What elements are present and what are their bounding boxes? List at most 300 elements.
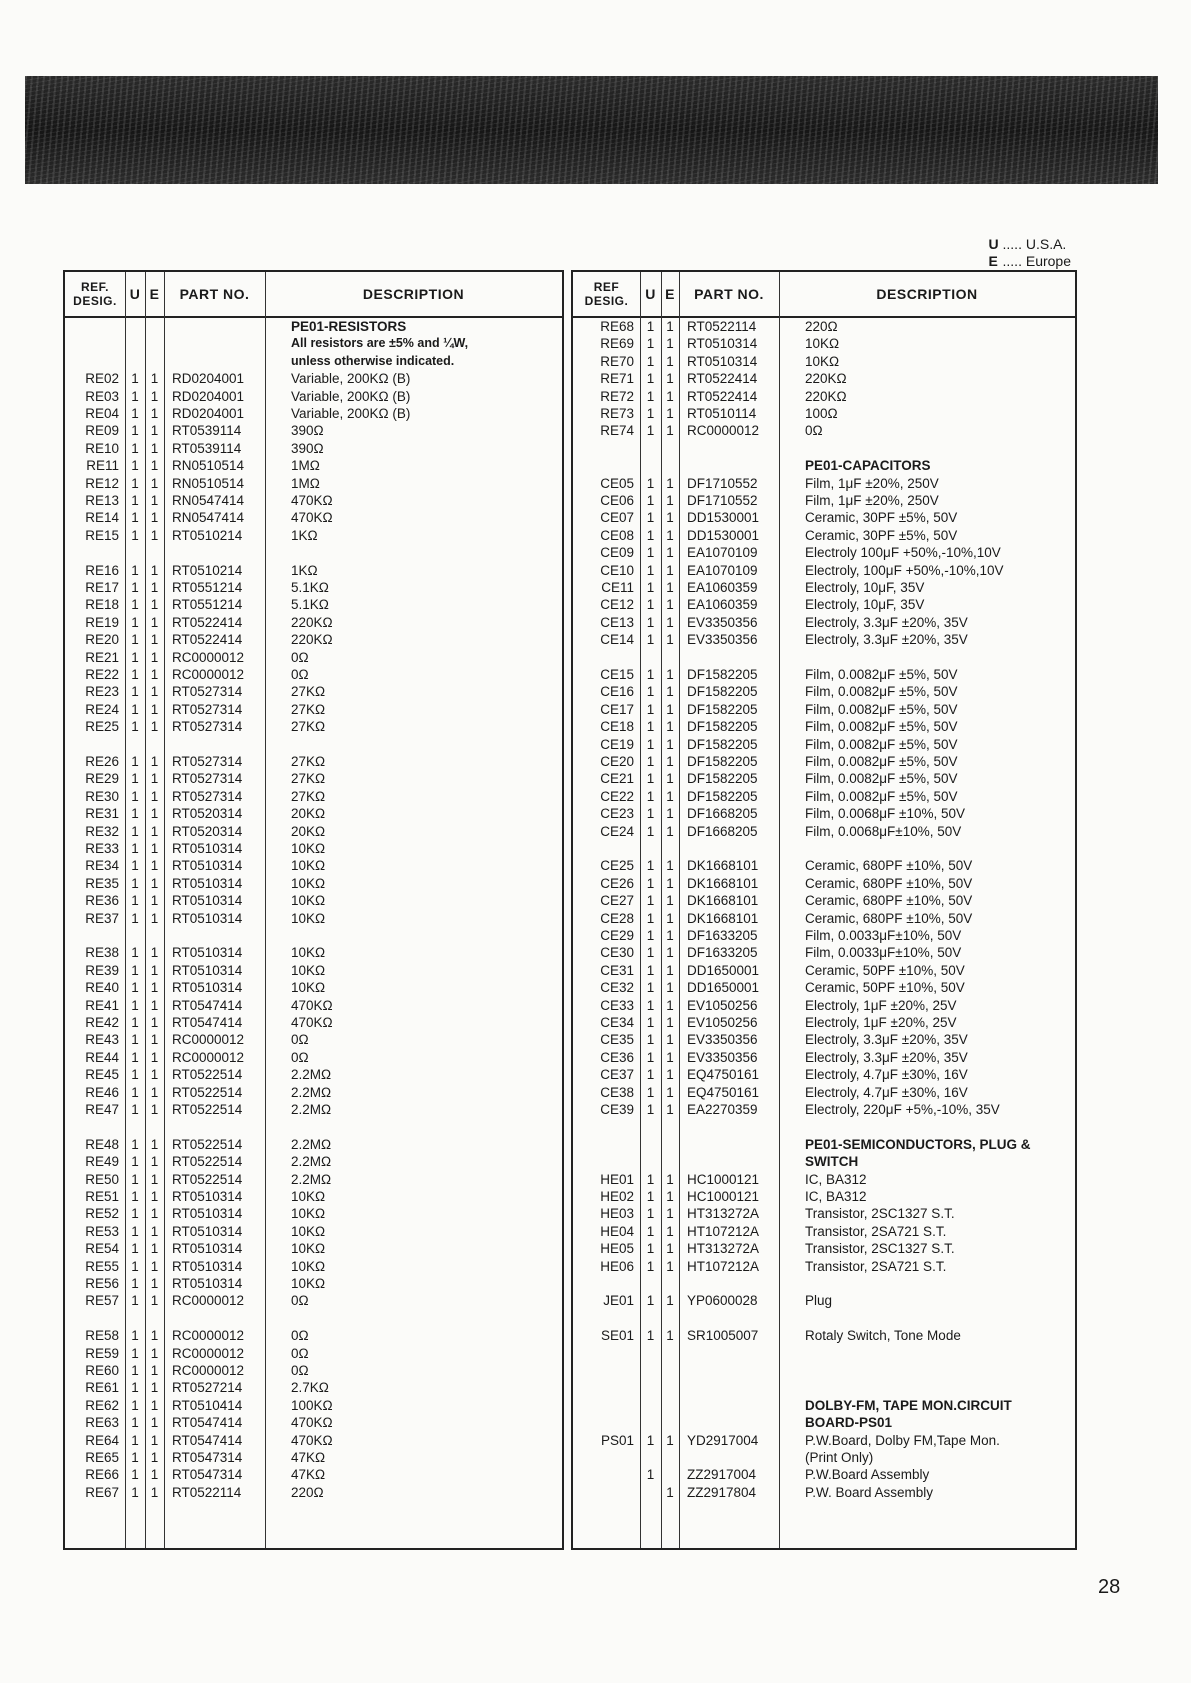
description: 10KΩ [805, 353, 840, 369]
e-qty: 1 [150, 771, 159, 787]
header-part-no: PART NO. [179, 286, 250, 302]
ref-desig: RE09 [85, 423, 119, 439]
ref-desig: RE24 [85, 701, 119, 717]
table-row [65, 1484, 562, 1501]
table-row [573, 1292, 1075, 1309]
e-qty: 1 [150, 597, 159, 613]
table-row [573, 527, 1075, 544]
e-qty: 1 [150, 580, 159, 595]
u-qty: 1 [646, 1223, 655, 1239]
table-row [65, 666, 562, 683]
e-qty: 1 [666, 510, 674, 526]
ref-desig: RE64 [85, 1432, 119, 1448]
e-qty: 1 [666, 1432, 674, 1448]
e-qty: 1 [666, 493, 674, 508]
u-qty: 1 [131, 788, 139, 804]
ref-desig: RE60 [85, 1363, 119, 1378]
table-row [573, 823, 1075, 840]
table-row [65, 1031, 562, 1048]
part-no: RT0510314 [687, 353, 758, 369]
description: 10KΩ [291, 1189, 326, 1204]
description: 10KΩ [291, 841, 326, 856]
description: 10KΩ [291, 858, 326, 874]
table-row [65, 1292, 562, 1309]
e-qty: 1 [666, 701, 674, 717]
e-qty: 1 [150, 649, 159, 665]
description: 470KΩ [291, 1015, 333, 1030]
u-qty: 1 [131, 371, 139, 387]
e-qty: 1 [150, 806, 159, 822]
part-no: DF1582205 [687, 667, 758, 682]
part-no: RC0000012 [172, 1049, 245, 1065]
e-qty: 1 [666, 858, 674, 874]
u-qty: 1 [131, 440, 139, 456]
u-qty: 1 [646, 945, 655, 961]
ref-desig: RE65 [85, 1450, 119, 1465]
description: IC, BA312 [805, 1189, 867, 1204]
e-qty: 1 [150, 1102, 159, 1117]
part-no: EA2270359 [687, 1102, 758, 1117]
u-qty: 1 [131, 423, 139, 439]
e-qty: 1 [150, 1484, 159, 1500]
table-row [573, 405, 1075, 422]
part-no: DF1582205 [687, 771, 758, 787]
ref-desig: CE32 [600, 980, 634, 996]
ref-desig: RE53 [85, 1223, 119, 1239]
table-row [573, 1066, 1075, 1083]
legend-usa: U ..... U.S.A. [988, 236, 1067, 252]
u-qty: 1 [131, 1467, 139, 1483]
part-no: DF1633205 [687, 928, 758, 943]
table-row [573, 857, 1075, 874]
table-row [65, 1188, 562, 1205]
part-no: EA1060359 [687, 597, 758, 613]
e-qty: 1 [666, 406, 674, 421]
description: Film, 0.0033μF±10%, 50V [805, 928, 962, 943]
part-no: EQ4750161 [687, 1067, 760, 1083]
table-row [573, 370, 1075, 387]
table-row [65, 997, 562, 1014]
part-no: RT0510314 [172, 1223, 243, 1239]
part-no: RT0527314 [172, 771, 243, 787]
u-qty: 1 [131, 1415, 139, 1431]
ref-desig: RE54 [85, 1241, 119, 1257]
u-qty: 1 [646, 928, 655, 943]
u-qty: 1 [646, 1206, 655, 1222]
u-qty: 1 [131, 684, 139, 700]
ref-desig: CE31 [600, 962, 634, 978]
part-no: DF1582205 [687, 684, 758, 700]
table-row [573, 614, 1075, 631]
section-row [573, 1449, 1075, 1466]
header-ref-desig: REF. DESIG. [73, 280, 117, 308]
part-no: RT0522414 [687, 371, 758, 387]
ref-desig: CE12 [600, 597, 634, 613]
u-qty: 1 [131, 1171, 139, 1187]
part-no: DF1582205 [687, 754, 758, 769]
ref-desig: RE22 [85, 667, 119, 682]
description: 470KΩ [291, 510, 333, 526]
ref-desig: CE06 [600, 493, 634, 508]
table-row [573, 475, 1075, 492]
part-no: RT0522514 [172, 1067, 243, 1083]
ref-desig: CE21 [600, 771, 634, 787]
ref-desig: RE71 [600, 371, 634, 387]
ref-desig: RE46 [85, 1084, 119, 1100]
e-qty: 1 [150, 1328, 159, 1344]
u-qty: 1 [646, 632, 655, 648]
u-qty: 1 [646, 997, 655, 1013]
header-description: DESCRIPTION [876, 286, 978, 302]
ref-desig: CE13 [600, 614, 634, 630]
part-no: RT0547414 [172, 997, 243, 1013]
part-no: RT0547314 [172, 1450, 243, 1465]
table-row [65, 1084, 562, 1101]
u-qty: 1 [646, 475, 655, 491]
u-qty: 1 [646, 1171, 655, 1187]
part-no: EA1070109 [687, 545, 758, 561]
u-qty: 1 [646, 1067, 655, 1083]
part-no: DK1668101 [687, 875, 759, 891]
description: All resistors are ±5% and ¼W, [291, 336, 469, 351]
e-qty: 1 [150, 893, 159, 909]
part-no: HT313272A [687, 1241, 760, 1257]
part-no: HC1000121 [687, 1189, 760, 1204]
e-qty: 1 [666, 527, 674, 543]
e-qty: 1 [666, 1015, 674, 1030]
header-ref-desig: REF DESIG. [584, 280, 629, 308]
ref-desig: RE61 [85, 1380, 119, 1396]
part-no: RT0527314 [172, 754, 243, 769]
e-qty: 1 [666, 667, 674, 682]
part-no: RT0510314 [172, 841, 243, 856]
ref-desig: CE27 [600, 893, 634, 909]
ref-desig: RE66 [85, 1467, 119, 1483]
ref-desig: RE19 [85, 614, 119, 630]
description: 1KΩ [291, 562, 318, 578]
e-qty: 1 [150, 858, 159, 874]
u-qty: 1 [646, 1084, 655, 1100]
ref-desig: RE73 [600, 406, 634, 421]
part-no: RT0551214 [172, 597, 243, 613]
table-row [65, 1258, 562, 1275]
ref-desig: CE23 [600, 806, 634, 822]
e-qty: 1 [150, 1223, 159, 1239]
description: 220KΩ [805, 371, 847, 387]
description: 10KΩ [291, 1258, 326, 1274]
table-row [65, 718, 562, 735]
e-qty: 1 [150, 1397, 159, 1413]
description: 1MΩ [291, 458, 320, 474]
ref-desig: RE11 [86, 458, 119, 474]
ref-desig: RE45 [85, 1067, 119, 1083]
u-qty: 1 [646, 788, 655, 804]
description: P.W.Board, Dolby FM,Tape Mon. [805, 1432, 1000, 1448]
part-no: RT0527314 [172, 788, 243, 804]
table-row [65, 1414, 562, 1431]
u-qty: 1 [131, 1189, 139, 1204]
u-qty: 1 [131, 510, 139, 526]
part-no: ZZ2917004 [687, 1467, 757, 1483]
description: 10KΩ [291, 980, 326, 996]
u-qty: 1 [646, 336, 655, 352]
u-qty: 1 [131, 1345, 139, 1361]
table-row [65, 457, 562, 474]
table-row [65, 1327, 562, 1344]
e-qty: 1 [150, 440, 159, 456]
u-qty: 1 [646, 719, 655, 735]
table-row [573, 770, 1075, 787]
u-qty: 1 [646, 371, 655, 387]
u-qty: 1 [131, 910, 139, 926]
table-row [573, 1466, 1075, 1483]
parts-table-right [571, 270, 1077, 1550]
u-qty: 1 [131, 841, 139, 856]
description: Electroly, 4.7μF ±30%, 16V [805, 1067, 968, 1083]
ref-desig: RE43 [85, 1032, 119, 1048]
part-no: RC0000012 [172, 667, 245, 682]
u-qty: 1 [131, 1380, 139, 1396]
part-no: DK1668101 [687, 858, 759, 874]
e-qty: 1 [150, 1067, 159, 1083]
part-no: HT107212A [687, 1258, 760, 1274]
description: Transistor, 2SA721 S.T. [805, 1223, 947, 1239]
part-no: RT0520314 [172, 806, 243, 822]
ref-desig: RE21 [85, 649, 119, 665]
e-qty: 1 [150, 719, 159, 735]
e-qty: 1 [666, 684, 674, 700]
description: 2.7KΩ [291, 1380, 329, 1396]
u-qty: 1 [646, 1432, 655, 1448]
table-row [65, 492, 562, 509]
table-row [573, 683, 1075, 700]
u-qty: 1 [131, 945, 139, 961]
u-qty: 1 [131, 1154, 139, 1170]
description: 470KΩ [291, 493, 333, 508]
u-qty: 1 [646, 545, 655, 561]
description: Electroly, 3.3μF ±20%, 35V [805, 614, 968, 630]
description: Plug [805, 1293, 833, 1309]
e-qty: 1 [150, 684, 159, 700]
description: Electroly, 3.3μF ±20%, 35V [805, 1032, 968, 1048]
description: 2.2MΩ [291, 1102, 332, 1117]
table-row [573, 1432, 1075, 1449]
part-no: RD0204001 [172, 371, 245, 387]
e-qty: 1 [150, 371, 159, 387]
table-row [65, 962, 562, 979]
description: 0Ω [291, 1345, 309, 1361]
u-qty: 1 [131, 1258, 139, 1274]
u-qty: 1 [131, 1015, 139, 1030]
section-title: BOARD-PS01 [805, 1415, 893, 1431]
e-qty: 1 [150, 388, 159, 404]
description: 0Ω [291, 1032, 309, 1048]
e-qty: 1 [150, 1293, 159, 1309]
e-qty: 1 [666, 962, 674, 978]
description: 0Ω [291, 649, 309, 665]
u-qty: 1 [646, 1015, 655, 1030]
description: 10KΩ [291, 1241, 326, 1257]
description: 10KΩ [291, 1223, 326, 1239]
u-qty: 1 [131, 614, 139, 630]
part-no: RT0522514 [172, 1102, 243, 1117]
part-no: RT0510314 [172, 980, 243, 996]
u-qty: 1 [131, 406, 139, 421]
section-row [65, 335, 562, 352]
e-qty: 1 [150, 1032, 159, 1048]
ref-desig: RE35 [85, 875, 119, 891]
description: 2.2MΩ [291, 1171, 332, 1187]
table-row [573, 1484, 1075, 1501]
table-row [573, 1327, 1075, 1344]
description: 0Ω [291, 1328, 309, 1344]
table-row [65, 944, 562, 961]
e-qty: 1 [150, 1258, 159, 1274]
part-no: RT0547314 [172, 1467, 243, 1483]
u-qty: 1 [646, 910, 655, 926]
e-qty: 1 [150, 1049, 159, 1065]
u-qty: 1 [646, 980, 655, 996]
part-no: RN0510514 [172, 475, 245, 491]
table-row [65, 509, 562, 526]
description: Film, 0.0082μF ±5%, 50V [805, 701, 958, 717]
description: 27KΩ [291, 788, 326, 804]
e-qty: 1 [150, 841, 159, 856]
description: Electroly, 10μF, 35V [805, 580, 925, 595]
description: Film, 0.0082μF ±5%, 50V [805, 684, 958, 700]
table-row [573, 544, 1075, 561]
e-qty: 1 [666, 910, 674, 926]
u-qty: 1 [131, 1102, 139, 1117]
ref-desig: RE49 [85, 1154, 119, 1170]
description: 10KΩ [291, 945, 326, 961]
u-qty: 1 [646, 806, 655, 822]
ref-desig: RE16 [85, 562, 119, 578]
u-qty: 1 [646, 1293, 655, 1309]
u-qty: 1 [646, 597, 655, 613]
table-row [573, 596, 1075, 613]
ref-desig: RE63 [85, 1415, 119, 1431]
e-qty: 1 [666, 545, 674, 561]
u-qty: 1 [131, 858, 139, 874]
u-qty: 1 [131, 1136, 139, 1152]
description: 390Ω [291, 440, 324, 456]
part-no: DF1668205 [687, 806, 758, 822]
u-qty: 1 [646, 1467, 655, 1483]
part-no: RT0527314 [172, 719, 243, 735]
section-row [573, 1153, 1075, 1170]
u-qty: 1 [646, 1258, 655, 1274]
u-qty: 1 [646, 1241, 655, 1257]
section-row [573, 1414, 1075, 1431]
table-row [65, 1397, 562, 1414]
table-row [65, 753, 562, 770]
u-qty: 1 [131, 1049, 139, 1065]
ref-desig: PS01 [600, 1432, 634, 1448]
ref-desig: RE15 [85, 527, 119, 543]
description: Ceramic, 680PF ±10%, 50V [805, 893, 973, 909]
part-no: RT0520314 [172, 823, 243, 839]
e-qty: 1 [150, 632, 159, 648]
table-row [573, 631, 1075, 648]
e-qty: 1 [150, 1241, 159, 1257]
e-qty: 1 [150, 423, 159, 439]
description: 1MΩ [291, 475, 320, 491]
ref-desig: CE28 [600, 910, 634, 926]
part-no: HT313272A [687, 1206, 760, 1222]
u-qty: 1 [646, 736, 655, 752]
table-row [65, 1240, 562, 1257]
e-qty: 1 [150, 510, 159, 526]
part-no: RC0000012 [172, 1293, 245, 1309]
ref-desig: CE26 [600, 875, 634, 891]
description: Electroly, 10μF, 35V [805, 597, 925, 613]
table-row [65, 770, 562, 787]
table-row [573, 875, 1075, 892]
e-qty: 1 [150, 1450, 159, 1465]
description: 10KΩ [291, 1276, 326, 1291]
part-no: RT0547414 [172, 1432, 243, 1448]
section-row [65, 318, 562, 335]
description: 10KΩ [291, 875, 326, 891]
ref-desig: CE19 [600, 736, 634, 752]
part-no: RT0510314 [172, 1206, 243, 1222]
description: 220KΩ [291, 614, 333, 630]
u-qty: 1 [131, 562, 139, 578]
part-no: RT0510314 [172, 875, 243, 891]
e-qty: 1 [666, 388, 674, 404]
description: 10KΩ [291, 910, 326, 926]
ref-desig: RE04 [85, 406, 119, 421]
table-row [573, 1101, 1075, 1118]
e-qty: 1 [666, 754, 674, 769]
description: IC, BA312 [805, 1171, 867, 1187]
u-qty: 1 [131, 527, 139, 543]
part-no: DK1668101 [687, 893, 759, 909]
table-row [65, 370, 562, 387]
description: 0Ω [805, 423, 823, 439]
table-row [573, 892, 1075, 909]
table-row [573, 1171, 1075, 1188]
description: 220Ω [805, 319, 838, 334]
u-qty: 1 [646, 614, 655, 630]
description: 2.2MΩ [291, 1084, 332, 1100]
u-qty: 1 [131, 1084, 139, 1100]
section-row [573, 1397, 1075, 1414]
ref-desig: RE18 [85, 597, 119, 613]
e-qty: 1 [666, 423, 674, 439]
description: Film, 0.0068μF ±10%, 50V [805, 806, 966, 822]
e-qty: 1 [150, 1154, 159, 1170]
e-qty: 1 [150, 823, 159, 839]
part-no: RT0510114 [687, 406, 757, 421]
part-no: RT0522514 [172, 1084, 243, 1100]
ref-desig: HE06 [600, 1258, 634, 1274]
u-qty: 1 [646, 527, 655, 543]
ref-desig: CE30 [600, 945, 634, 961]
ref-desig: CE37 [600, 1067, 634, 1083]
ref-desig: RE37 [85, 910, 119, 926]
table-row [573, 562, 1075, 579]
table-row [65, 1379, 562, 1396]
part-no: DF1710552 [687, 475, 758, 491]
description: 20KΩ [291, 823, 326, 839]
u-qty: 1 [131, 1328, 139, 1344]
table-row [573, 979, 1075, 996]
ref-desig: HE05 [600, 1241, 634, 1257]
description: 10KΩ [291, 962, 326, 978]
u-qty: 1 [131, 1241, 139, 1257]
